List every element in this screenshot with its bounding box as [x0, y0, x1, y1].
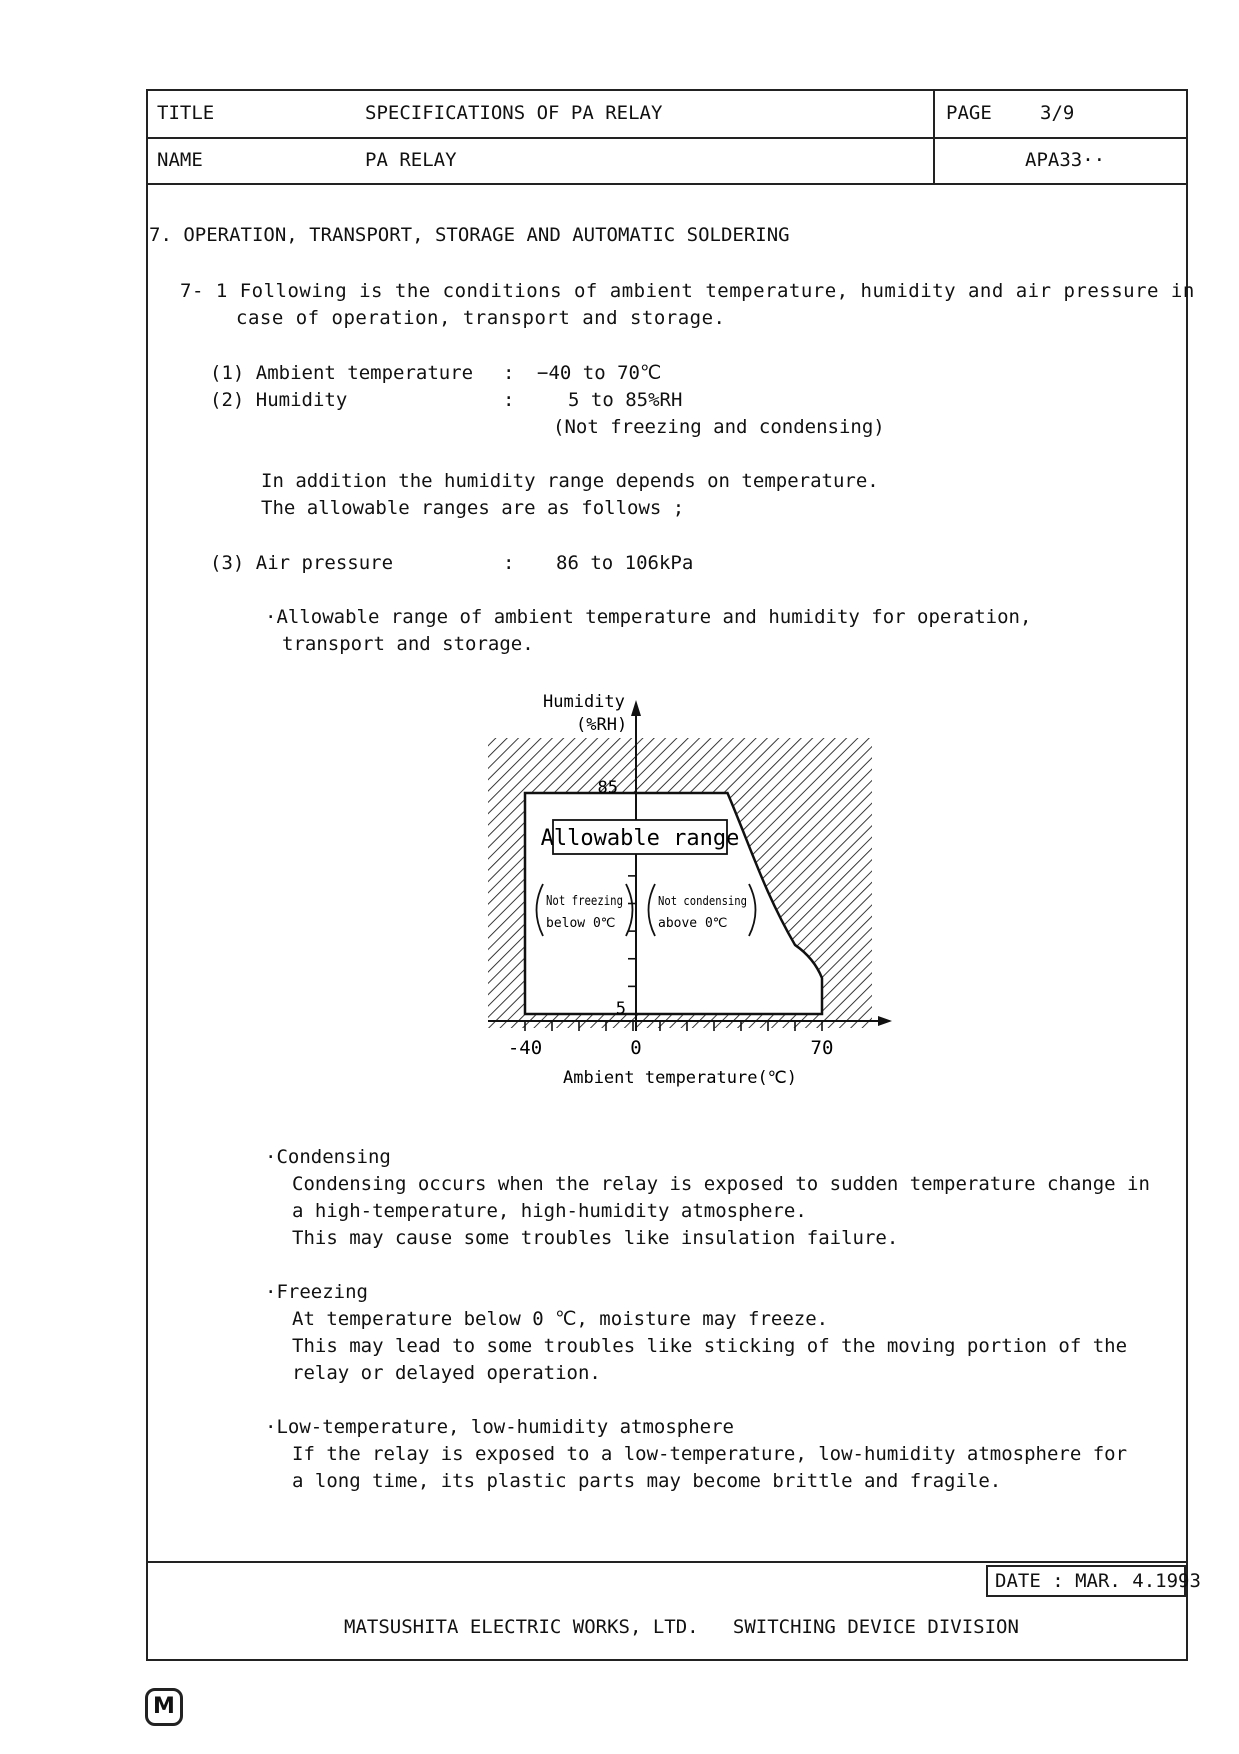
condition-2-value: 5 to 85%RH	[568, 389, 683, 411]
condensing-line-1: Condensing occurs when the relay is exposed to sudden temperature change in	[292, 1173, 1150, 1195]
name-label: NAME	[157, 149, 203, 171]
chart-intro-line-2: transport and storage.	[282, 633, 534, 655]
subsection-line-2: case of operation, transport and storage.	[236, 307, 726, 329]
title-value: SPECIFICATIONS OF PA RELAY	[365, 102, 663, 124]
note-left-line-1: Not freezing	[546, 894, 623, 909]
condition-3-colon: :	[503, 552, 515, 574]
x-tick-label-minus-40: -40	[507, 1037, 543, 1059]
condition-1-colon: :	[503, 362, 515, 384]
x-tick-label-0: 0	[630, 1037, 642, 1059]
condition-2-colon: :	[503, 389, 515, 411]
low-temp-line-2: a long time, its plastic parts may become brittle and fragile.	[292, 1470, 1002, 1492]
note-right-line-2: above 0℃	[658, 916, 728, 931]
date-stamp: DATE : MAR. 4.1993	[995, 1570, 1201, 1592]
chart-intro-line-1: ·Allowable range of ambient temperature and humidity for operation,	[265, 606, 1032, 628]
low-temp-title: ·Low-temperature, low-humidity atmosphere	[265, 1416, 734, 1438]
condition-2-note: (Not freezing and condensing)	[553, 416, 885, 438]
part-number: APA33··	[1025, 149, 1106, 171]
condition-1-label: (1) Ambient temperature	[210, 362, 474, 384]
condition-3-value: 86 to 106kPa	[556, 552, 694, 574]
allowable-range-label: Allowable range	[540, 826, 740, 851]
x-tick-label-70: 70	[810, 1037, 834, 1059]
x-axis-arrow	[878, 1016, 892, 1026]
condensing-title: ·Condensing	[265, 1146, 391, 1168]
addition-line-2: The allowable ranges are as follows ;	[261, 497, 685, 519]
condensing-line-2: a high-temperature, high-humidity atmosphere.	[292, 1200, 807, 1222]
freezing-line-1: At temperature below 0 ℃, moisture may freeze.	[292, 1308, 829, 1330]
company-logo-letter: M	[153, 1694, 175, 1719]
note-right-line-1: Not condensing	[658, 894, 747, 908]
y-axis-title-line-2: (%RH)	[576, 715, 628, 735]
condition-1-value: −40 to 70℃	[537, 362, 662, 384]
y-axis-arrow	[631, 700, 641, 716]
subsection-line-1: 7- 1 Following is the conditions of ambient temperature, humidity and air pressure in	[180, 280, 1195, 302]
condition-2-label: (2) Humidity	[210, 389, 348, 411]
name-value: PA RELAY	[365, 149, 457, 171]
y-tick-label-85: 85	[597, 778, 618, 798]
company-division: MATSUSHITA ELECTRIC WORKS, LTD. SWITCHING DEVICE DIVISION	[344, 1616, 1019, 1638]
x-axis-title: Ambient temperature(℃)	[562, 1068, 798, 1088]
freezing-title: ·Freezing	[265, 1281, 368, 1303]
company-logo	[145, 1688, 183, 1726]
y-tick-label-5: 5	[615, 999, 626, 1019]
low-temp-line-1: If the relay is exposed to a low-temperature, low-humidity atmosphere for	[292, 1443, 1128, 1465]
condensing-line-3: This may cause some troubles like insulation failure.	[292, 1227, 899, 1249]
page-number: 3/9	[1040, 102, 1075, 124]
freezing-line-3: relay or delayed operation.	[292, 1362, 601, 1384]
freezing-line-2: This may lead to some troubles like sticking of the moving portion of the	[292, 1335, 1128, 1357]
page-label: PAGE	[946, 102, 992, 124]
condition-3-label: (3) Air pressure	[210, 552, 394, 574]
title-label: TITLE	[157, 102, 215, 124]
addition-line-1: In addition the humidity range depends on temperature.	[261, 470, 879, 492]
note-left-line-2: below 0℃	[546, 916, 616, 931]
y-axis-title-line-1: Humidity	[543, 692, 625, 712]
section-heading: 7. OPERATION, TRANSPORT, STORAGE AND AUTOMATIC SOLDERING	[149, 224, 790, 246]
